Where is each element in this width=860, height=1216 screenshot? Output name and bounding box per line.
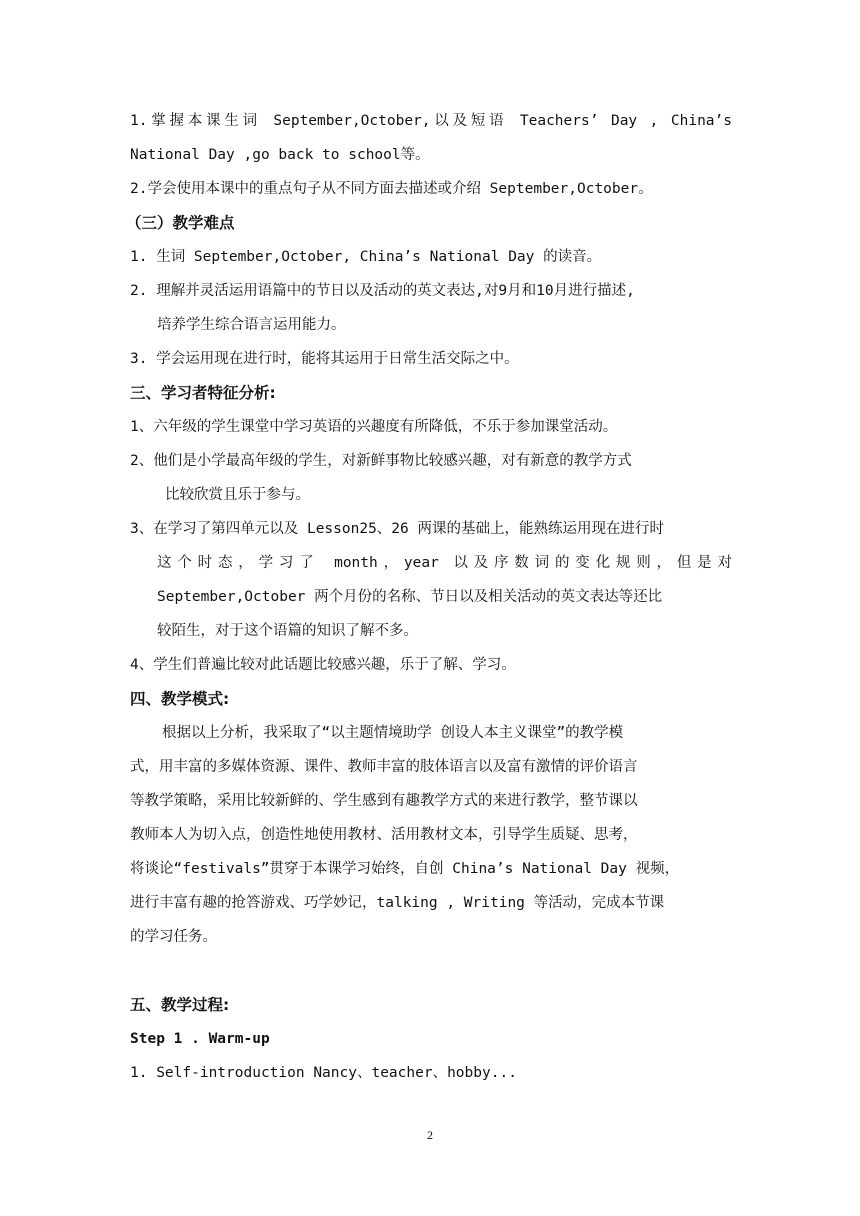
mode-paragraph-line-2: 式，用丰富的多媒体资源、课件、教师丰富的肢体语言以及富有激情的评价语言	[130, 759, 638, 775]
difficulty-item-3: 3. 学会运用现在进行时，能将其运用于日常生活交际之中。	[130, 351, 519, 367]
section-heading-mode: 四、教学模式:	[130, 690, 230, 708]
difficulty-item-2: 2. 理解并灵活运用语篇中的节日以及活动的英文表达,对9月和10月进行描述,	[130, 283, 635, 299]
learner-item-3-cont-1: 这个时态，学习了 month，year 以及序数词的变化规则，但是对	[157, 555, 732, 571]
learner-item-2-cont: 比较欣赏且乐于参与。	[165, 487, 310, 503]
step-1-item-1: 1. Self-introduction Nancy、teacher、hobby...	[130, 1065, 517, 1081]
mode-paragraph-line-1: 根据以上分析，我采取了“以主题情境助学 创设人本主义课堂”的教学模	[162, 725, 624, 741]
mode-paragraph-line-7: 的学习任务。	[130, 929, 217, 945]
learner-item-3-cont-3: 较陌生，对于这个语篇的知识了解不多。	[157, 623, 418, 639]
section-heading-learners: 三、学习者特征分析:	[130, 384, 276, 402]
section-heading-difficulty: （三）教学难点	[126, 214, 235, 232]
objective-line-1-cont: National Day ,go back to school等。	[130, 147, 430, 163]
section-heading-process: 五、教学过程:	[130, 996, 230, 1014]
difficulty-item-1: 1. 生词 September,October, China’s National Day 的读音。	[130, 249, 602, 265]
mode-paragraph-line-6: 进行丰富有趣的抢答游戏、巧学妙记，talking , Writing 等活动，完成本节课	[130, 895, 665, 911]
learner-item-3: 3、在学习了第四单元以及 Lesson25、26 两课的基础上，能熟练运用现在进行时	[130, 521, 664, 537]
page-number: 2	[427, 1128, 433, 1142]
objective-line-1: 1.掌握本课生词 September,October,以及短语 Teachers’ Day , China’s	[130, 113, 732, 129]
mode-paragraph-line-5: 将谈论“festivals”贯穿于本课学习始终，自创 China’s National Day 视频，	[130, 861, 680, 877]
mode-paragraph-line-3: 等教学策略，采用比较新鲜的、学生感到有趣教学方式的来进行教学，整节课以	[130, 793, 638, 809]
objective-line-2: 2.学会使用本课中的重点句子从不同方面去描述或介绍 September,October。	[130, 181, 653, 197]
learner-item-4: 4、学生们普遍比较对此话题比较感兴趣，乐于了解、学习。	[130, 657, 516, 673]
step-1-heading: Step 1 . Warm-up	[130, 1031, 270, 1047]
difficulty-item-2-cont: 培养学生综合语言运用能力。	[157, 317, 346, 333]
learner-item-1: 1、六年级的学生课堂中学习英语的兴趣度有所降低，不乐于参加课堂活动。	[130, 419, 618, 435]
mode-paragraph-line-4: 教师本人为切入点，创造性地使用教材、活用教材文本，引导学生质疑、思考，	[130, 827, 638, 843]
learner-item-2: 2、他们是小学最高年级的学生，对新鲜事物比较感兴趣，对有新意的教学方式	[130, 453, 632, 469]
learner-item-3-cont-2: September,October 两个月份的名称、节日以及相关活动的英文表达等还比	[157, 589, 663, 605]
